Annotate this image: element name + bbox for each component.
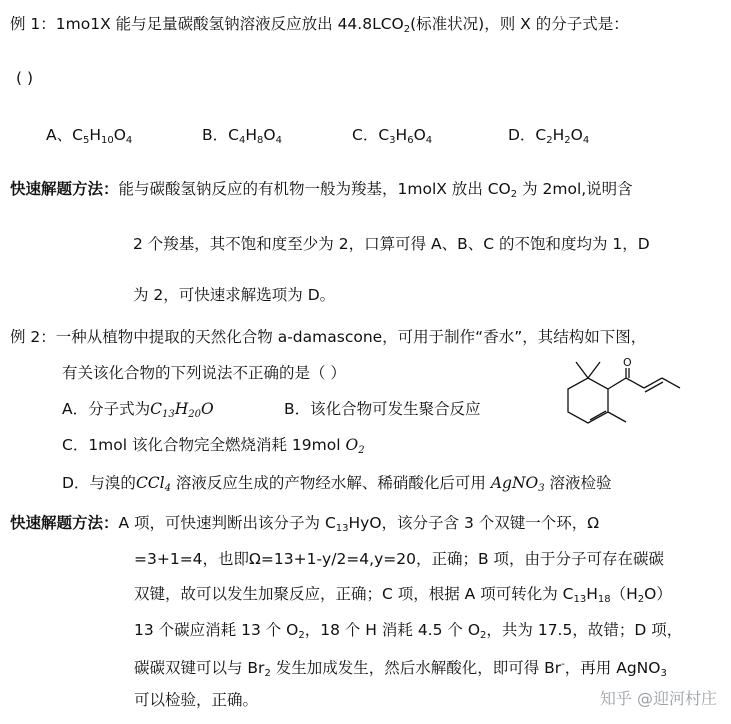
opt-text: O	[263, 126, 276, 144]
formula-sub: 20	[188, 409, 201, 420]
method-text: 能与碳酸氢钠反应的有机物一般为羧基，1molX 放出 CO	[118, 180, 511, 198]
opt-text: B．C	[202, 126, 239, 144]
opt-text: H	[245, 126, 257, 144]
ex2-question-line-2: 有关该化合物的下列说法不正确的是（ ）	[62, 364, 346, 382]
opt-sub: 4	[275, 135, 282, 146]
method-sub: 13	[335, 523, 349, 534]
ex2-method-line-5	[134, 654, 667, 679]
formula-sub: 13	[161, 409, 175, 420]
formula-h: H	[174, 400, 189, 418]
damascone-structure-diagram	[548, 354, 688, 444]
ex2-question-line-1: 例 2：一种从植物中提取的天然化合物 a-damascone，可用于制作“香水”，其结构如下图，	[10, 328, 647, 346]
method-text: （H	[610, 585, 638, 603]
ex1-option-d	[508, 124, 589, 146]
method-sup: -	[561, 659, 565, 670]
ex1-method-line-2: 2 个羧基，其不饱和度至少为 2，口算可得 A、B、C 的不饱和度均为 1，D	[133, 235, 650, 253]
method-text: 13 个碳应消耗 13 个 O	[134, 621, 299, 639]
ex1-paren: ( )	[16, 69, 34, 87]
formula-sub: 3	[538, 483, 545, 494]
opt-text: C．C	[352, 126, 390, 144]
opt-text: 溶液反应生成的产物经水解、稀硝酸化后可用	[171, 474, 491, 492]
method-text: ，18 个 H 消耗 4.5 个 O	[304, 621, 481, 639]
method-sub: 18	[597, 594, 611, 605]
formula-sub: 4	[164, 483, 171, 494]
opt-sub: 6	[407, 135, 414, 146]
ex1-option-b	[202, 124, 282, 146]
method-text: O）	[644, 585, 672, 603]
method-sub: 13	[573, 594, 587, 605]
method-sub: 3	[660, 668, 667, 680]
method-sub: 2	[637, 594, 645, 605]
ex2-option-c	[62, 434, 365, 456]
method-sub: 2	[298, 630, 305, 641]
chain-double-bond	[645, 382, 663, 392]
opt-sub: 2	[564, 135, 571, 146]
opt-text: A、C	[46, 126, 83, 144]
ex2-method-line-4	[134, 619, 682, 641]
ring-bonds	[568, 378, 608, 423]
methyl-bond-2	[588, 362, 600, 378]
opt-text: O	[413, 126, 426, 144]
opt-text: H	[395, 126, 408, 144]
method-text: 双键，故可以发生加聚反应，正确；C 项，根据 A 项可转化为 C	[134, 585, 574, 603]
method-label: 快速解题方法：	[10, 180, 119, 198]
ex2-method-line-1	[10, 512, 599, 534]
method-text: 为 2mol,说明含	[517, 180, 633, 198]
opt-sub: 3	[389, 135, 396, 146]
opt-sub: 4	[425, 135, 433, 146]
methyl-bond-3	[608, 412, 626, 422]
opt-sub: 5	[82, 135, 90, 146]
oxygen-label: O	[623, 356, 632, 369]
ex1-method-line-1	[10, 178, 633, 200]
method-text: 发生加成发生，然后水解酸化，即可得 Br	[270, 659, 562, 678]
ex2-method-line-2: =3+1=4，也即Ω=13+1-y/2=4,y=20，正确；B 项，由于分子可存在碳碳	[134, 550, 665, 568]
method-text: A 项，可快速判断出该分子为 C	[118, 514, 336, 532]
opt-sub: 4	[582, 135, 590, 146]
ex1-question	[10, 13, 629, 35]
opt-text: 溶液检验	[544, 474, 612, 492]
method-text: ，共为 17.5，故错；D 项，	[486, 621, 683, 639]
ex1-q-text-2: (标准状况)，则 X 的分子式是：	[410, 15, 629, 33]
ex1-q-text: 例 1：1mo1X 能与足量碳酸氢钠溶液反应放出 44.8LCO	[10, 15, 404, 33]
opt-sub: 10	[100, 135, 114, 146]
chain-bond-2	[644, 378, 662, 388]
method-sub: 2	[510, 189, 518, 200]
ex2-option-b: B．该化合物可发生聚合反应	[284, 400, 481, 418]
opt-sub: 4	[238, 135, 246, 146]
ex2-option-a	[62, 398, 214, 420]
opt-text: D．C	[508, 126, 547, 144]
formula-o: O	[200, 400, 214, 418]
ring-double-bond	[590, 411, 606, 420]
method-sub: 2	[480, 630, 487, 641]
opt-text: C．1mol 该化合物完全燃烧消耗 19mol	[62, 436, 346, 454]
opt-sub: 4	[125, 135, 133, 146]
method-text: HyO，该分子含 3 个双键一个环，Ω	[348, 514, 600, 532]
ex2-option-d	[62, 472, 612, 494]
ex2-method-line-3	[134, 583, 672, 605]
ex1-option-a	[46, 124, 132, 146]
methyl-bond-1	[576, 362, 588, 378]
method-text: ，再用 AgNO	[564, 659, 661, 678]
formula-ccl: CCl	[135, 474, 165, 492]
formula-c: C	[150, 400, 162, 418]
ex1-q-sub: 2	[403, 24, 411, 35]
method-text: H	[586, 585, 598, 603]
chain-bond-3	[662, 378, 680, 388]
method-text: 碳碳双键可以与 Br	[134, 659, 265, 678]
opt-text: H	[89, 126, 101, 144]
ex1-option-c	[352, 124, 432, 146]
watermark: 知乎 @迎河村庄	[599, 689, 717, 708]
opt-text: O	[113, 126, 126, 144]
formula-o: O	[345, 436, 359, 454]
opt-sub: 8	[257, 135, 264, 146]
chain-bond-1	[626, 378, 644, 388]
formula-agno: AgNO	[490, 474, 539, 492]
opt-text: O	[570, 126, 583, 144]
opt-text: H	[552, 126, 565, 144]
carbonyl-bond	[608, 378, 626, 389]
opt-sub: 2	[546, 135, 553, 146]
ex1-method-line-3: 为 2，可快速求解选项为 D。	[133, 286, 336, 304]
formula-sub: 2	[358, 445, 365, 456]
method-label: 快速解题方法：	[10, 514, 119, 532]
opt-text: A．分子式为	[62, 400, 151, 418]
method-sub: 2	[264, 668, 271, 680]
ex2-method-line-6: 可以检验，正确。	[134, 691, 259, 709]
opt-text: D．与溴的	[62, 474, 136, 492]
